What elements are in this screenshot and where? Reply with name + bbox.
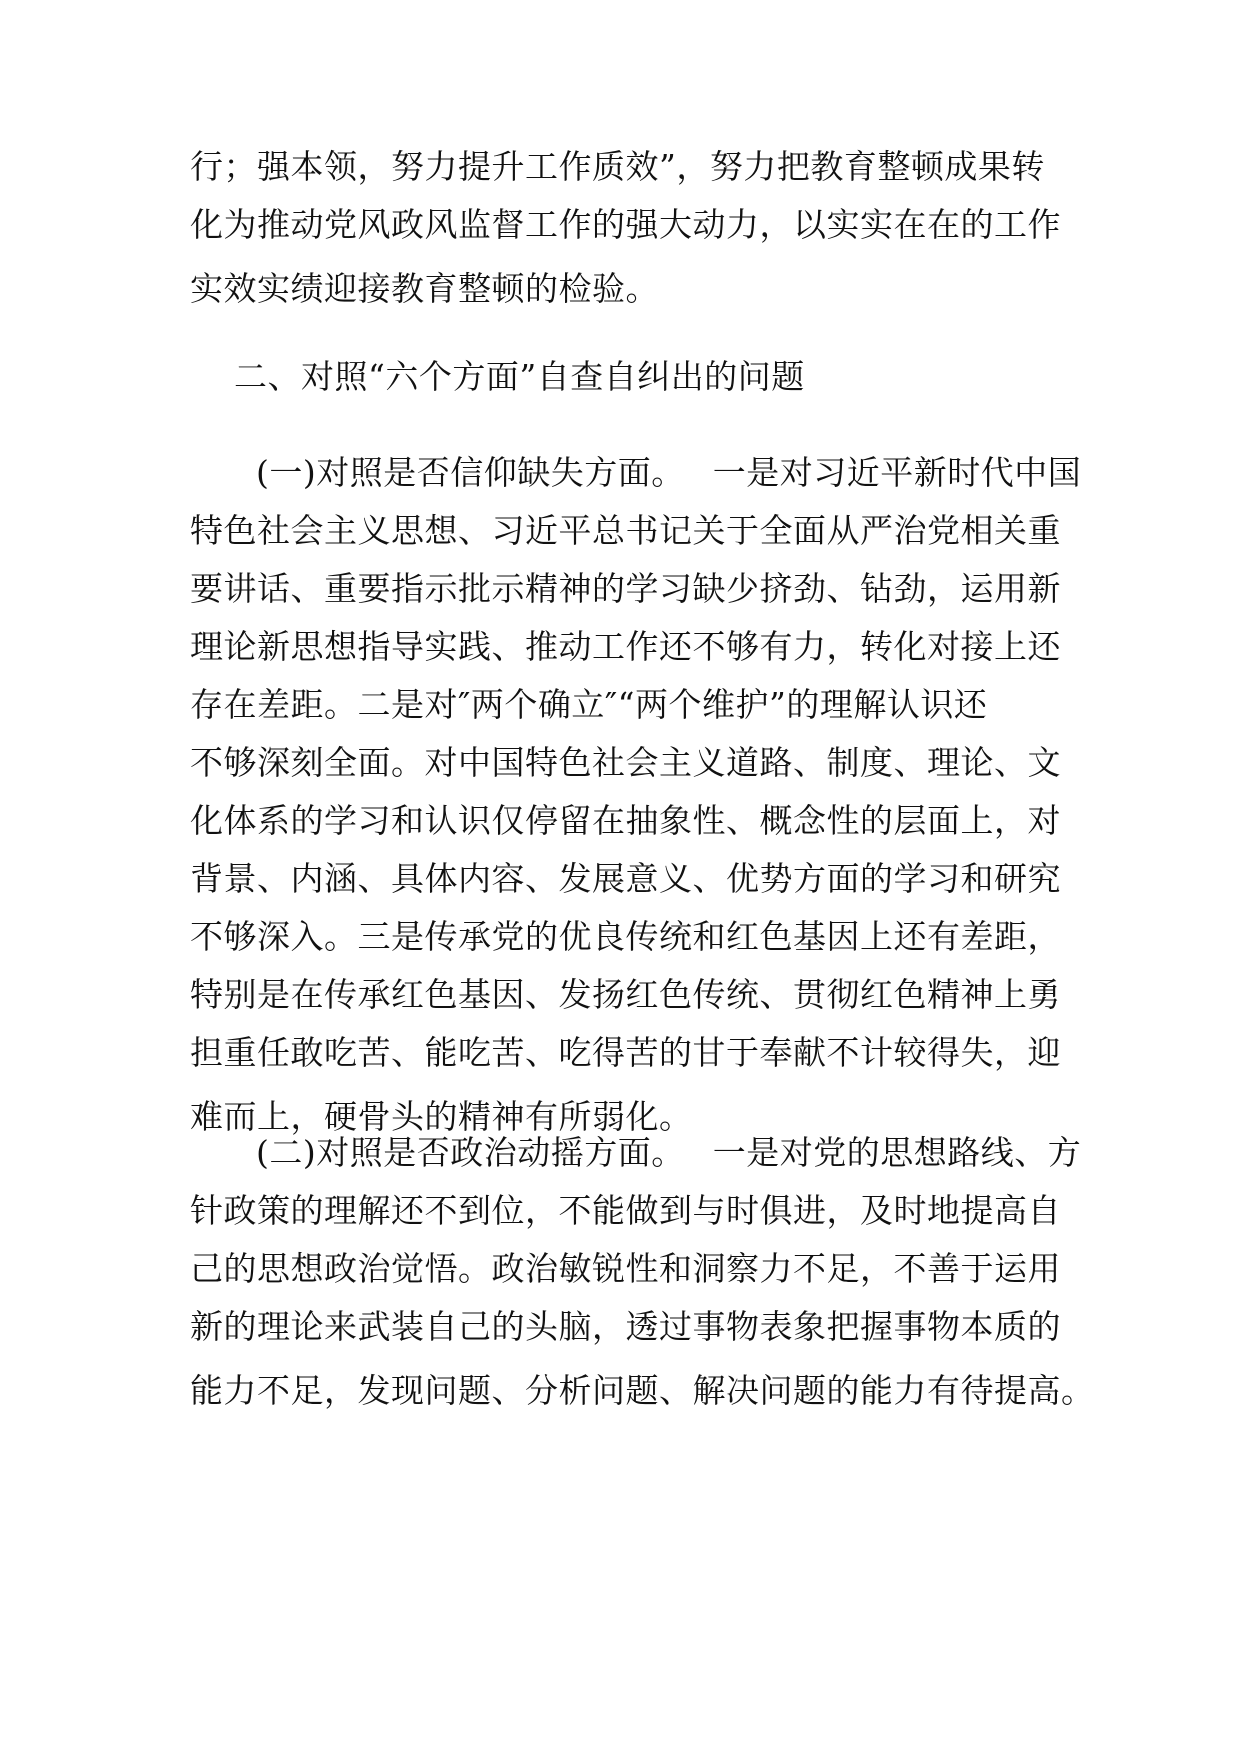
text-line: 己的思想政治觉悟。政治敏锐性和洞察力不足，不善于运用 bbox=[190, 1249, 1061, 1288]
item-1-title: (一)对照是否信仰缺失方面。 bbox=[256, 453, 685, 492]
text-line: 新的理论来武装自己的头脑，透过事物表象把握事物本质的 bbox=[190, 1307, 1061, 1346]
text-line: 担重任敢吃苦、能吃苦、吃得苦的甘于奉献不计较得失，迎 bbox=[190, 1033, 1061, 1072]
text-line: 难而上，硬骨头的精神有所弱化。 bbox=[190, 1097, 693, 1136]
text-line: 要讲话、重要指示批示精神的学习缺少挤劲、钻劲，运用新 bbox=[190, 569, 1061, 608]
continuation-paragraph bbox=[190, 138, 1070, 318]
text-line: 化体系的学习和认识仅停留在抽象性、概念性的层面上，对 bbox=[190, 801, 1061, 840]
text-line: 理论新思想指导实践、推动工作还不够有力，转化对接上还 bbox=[190, 627, 1061, 666]
text-line: 不够深刻全面。对中国特色社会主义道路、制度、理论、文 bbox=[190, 743, 1061, 782]
item-1-first-line bbox=[190, 444, 1082, 502]
item-2-title: (二)对照是否政治动摇方面。 bbox=[256, 1133, 685, 1172]
item-2-first-line-text: 一是对党的思想路线、方 bbox=[712, 1133, 1082, 1172]
text-line: 能力不足，发现问题、分析问题、解决问题的能力有待提高。 bbox=[190, 1371, 1095, 1410]
text-line: 实效实绩迎接教育整顿的检验。 bbox=[190, 269, 659, 308]
item-1-paragraph bbox=[190, 444, 1082, 1146]
text-line: 不够深入。三是传承党的优良传统和红色基因上还有差距， bbox=[190, 917, 1061, 956]
text-line: 特别是在传承红色基因、发扬红色传统、贯彻红色精神上勇 bbox=[190, 975, 1061, 1014]
item-2-paragraph bbox=[190, 1124, 1095, 1420]
text-line: 背景、内涵、具体内容、发展意义、优势方面的学习和研究 bbox=[190, 859, 1061, 898]
section-heading-text: 二、对照“六个方面”自查自纠出的问题 bbox=[234, 357, 805, 396]
text-line: 针政策的理解还不到位，不能做到与时俱进，及时地提高自 bbox=[190, 1191, 1061, 1230]
section-heading bbox=[190, 348, 1070, 406]
text-line: 存在差距。二是对″两个确立″“两个维护”的理解认识还 bbox=[190, 685, 988, 724]
item-1-first-line-text: 一是对习近平新时代中国 bbox=[712, 453, 1082, 492]
item-2-first-line bbox=[190, 1124, 1082, 1182]
text-line: 特色社会主义思想、习近平总书记关于全面从严治党相关重 bbox=[190, 511, 1061, 550]
text-line: 行；强本领，努力提升工作质效”，努力把教育整顿成果转 bbox=[190, 147, 1045, 186]
text-line: 化为推动党风政风监督工作的强大动力，以实实在在的工作 bbox=[190, 205, 1061, 244]
